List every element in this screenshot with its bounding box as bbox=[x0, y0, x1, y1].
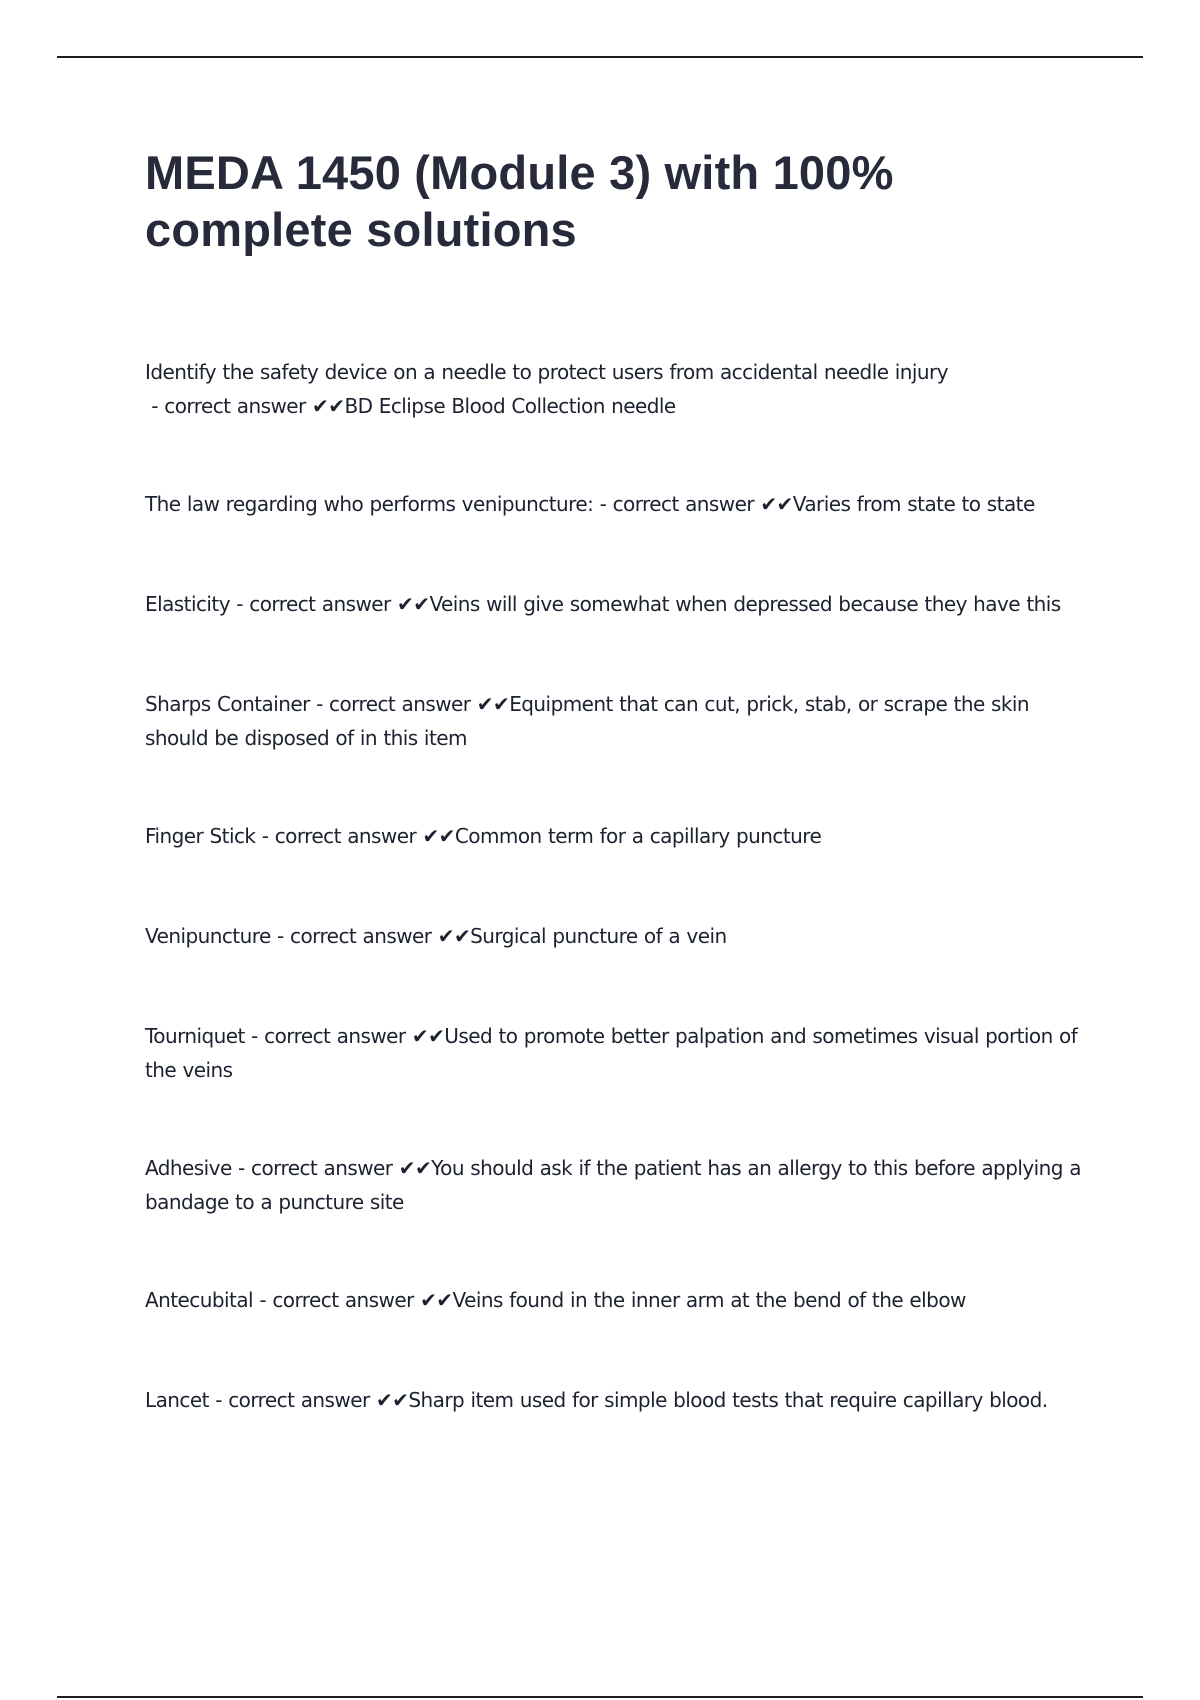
entry-separator: - correct answer bbox=[230, 592, 398, 616]
entry-term: The law regarding who performs venipuncture: bbox=[145, 492, 594, 516]
entry-answer: Varies from state to state bbox=[792, 492, 1035, 516]
entry-term: Sharps Container bbox=[145, 692, 310, 716]
flashcard-entry bbox=[145, 487, 1095, 521]
entry-answer: Common term for a capillary puncture bbox=[454, 824, 822, 848]
check-marks-icon: ✔✔ bbox=[476, 692, 510, 716]
entry-answer: BD Eclipse Blood Collection needle bbox=[344, 394, 676, 418]
document-title: MEDA 1450 (Module 3) with 100% complete solutions bbox=[145, 146, 894, 256]
check-marks-icon: ✔✔ bbox=[398, 1156, 432, 1180]
check-marks-icon: ✔✔ bbox=[760, 492, 793, 516]
check-marks-icon: ✔✔ bbox=[397, 592, 430, 616]
entry-term: Adhesive bbox=[145, 1156, 232, 1180]
entry-separator: - correct answer bbox=[309, 692, 477, 716]
entry-term: Venipuncture bbox=[145, 924, 271, 948]
entry-answer: Veins found in the inner arm at the bend of the elbow bbox=[452, 1288, 966, 1312]
entry-term: Elasticity bbox=[145, 592, 230, 616]
flashcard-entry bbox=[145, 1283, 1095, 1317]
entry-separator: - correct answer bbox=[231, 1156, 399, 1180]
flashcard-entry bbox=[145, 1151, 1095, 1219]
flashcard-entry bbox=[145, 919, 1095, 953]
check-marks-icon: ✔✔ bbox=[420, 1288, 453, 1312]
check-marks-icon: ✔✔ bbox=[437, 924, 471, 948]
entry-answer: Used to promote better palpation and sometimes visual portion of the veins bbox=[145, 1024, 1078, 1082]
flashcard-entry bbox=[145, 587, 1095, 621]
entry-answer: You should ask if the patient has an allergy to this before applying a bandage to a puncture site bbox=[145, 1156, 1081, 1214]
entry-term: Antecubital bbox=[145, 1288, 254, 1312]
entry-answer: Surgical puncture of a vein bbox=[470, 924, 727, 948]
entry-separator: - correct answer bbox=[145, 394, 313, 418]
flashcard-entry bbox=[145, 1383, 1095, 1417]
entry-term: Finger Stick bbox=[145, 824, 256, 848]
check-marks-icon: ✔✔ bbox=[312, 394, 345, 418]
entry-answer: Equipment that can cut, prick, stab, or scrape the skin should be disposed of in this item bbox=[145, 692, 1030, 750]
entry-separator: - correct answer bbox=[593, 492, 761, 516]
check-marks-icon: ✔✔ bbox=[375, 1388, 409, 1412]
entry-term: Tourniquet bbox=[145, 1024, 245, 1048]
entry-answer: Sharp item used for simple blood tests that require capillary blood. bbox=[408, 1388, 1048, 1412]
flashcard-list bbox=[145, 355, 1095, 1417]
entry-separator: - correct answer bbox=[255, 824, 423, 848]
entry-separator: - correct answer bbox=[208, 1388, 376, 1412]
bottom-rule bbox=[57, 1696, 1143, 1698]
entry-term: Identify the safety device on a needle to protect users from accidental needle injury bbox=[145, 360, 948, 384]
check-marks-icon: ✔✔ bbox=[422, 824, 455, 848]
entry-separator: - correct answer bbox=[244, 1024, 412, 1048]
flashcard-entry bbox=[145, 1019, 1095, 1087]
flashcard-entry bbox=[145, 819, 1095, 853]
entry-term: Lancet bbox=[145, 1388, 209, 1412]
flashcard-entry bbox=[145, 355, 1095, 423]
flashcard-entry bbox=[145, 687, 1095, 755]
check-marks-icon: ✔✔ bbox=[411, 1024, 445, 1048]
entry-separator: - correct answer bbox=[253, 1288, 421, 1312]
entry-answer: Veins will give somewhat when depressed because they have this bbox=[429, 592, 1061, 616]
entry-separator: - correct answer bbox=[270, 924, 438, 948]
top-rule bbox=[57, 56, 1143, 58]
